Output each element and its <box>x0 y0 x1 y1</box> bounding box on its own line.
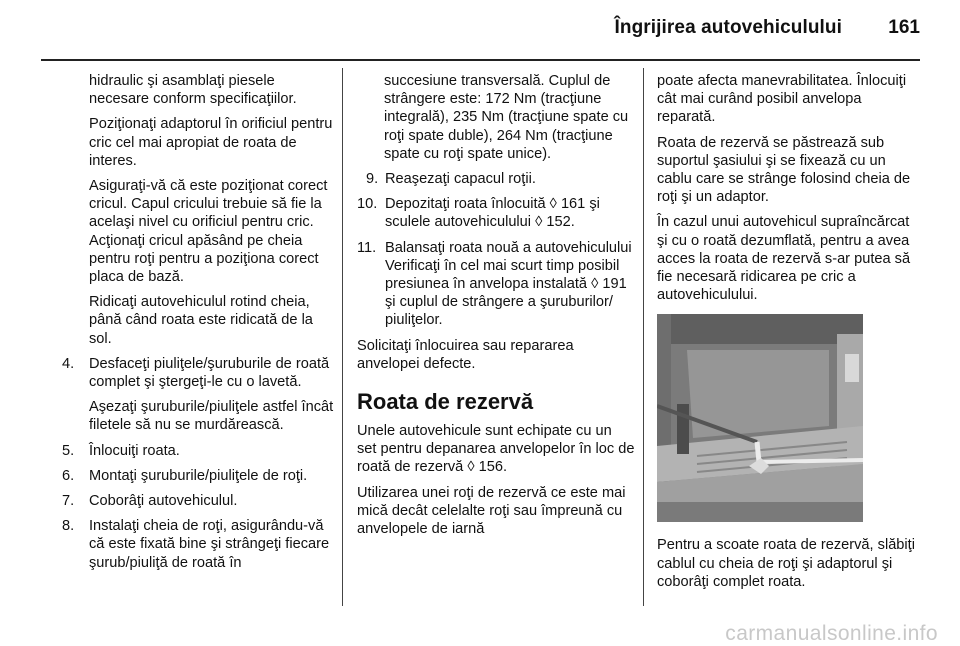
column-1 <box>62 72 334 579</box>
list-item <box>62 517 334 572</box>
paragraph: Roata de rezervă se păstrează sub suportul şasiului şi se fixează cu un cablu care se strânge folosind cheia de roţi şi un adaptor. <box>657 134 911 206</box>
paragraph: În cazul unui autovehicul supraîncărcat şi cu o roată dezumflată, pentru a avea acces la roata de rezervă s-ar putea să fie necesară ridicarea pe cric a autovehiculului. <box>657 214 911 304</box>
section-heading: Roata de rezervă <box>357 389 534 415</box>
list-item <box>357 195 635 231</box>
list-item <box>62 492 334 510</box>
column-2 <box>357 72 635 545</box>
spare-wheel-photo <box>657 314 863 522</box>
header-rule <box>41 59 920 61</box>
paragraph: Utilizarea unei roţi de rezervă ce este mai mică decât celelalte roţi sau împreună cu anvelopele de iarnă <box>357 484 626 538</box>
list-number: 7. <box>62 493 75 510</box>
list-item <box>62 355 334 391</box>
paragraph: Unele autovehicule sunt echipate cu un set pentru depanarea anvelopelor în loc de roată de rezervă ◊ 156. <box>357 423 635 476</box>
list-text: Coborâţi autovehiculul. <box>89 493 238 510</box>
column-3 <box>657 72 919 598</box>
paragraph: Ridicaţi autovehiculul rotind cheia, până când roata este ridicată de la sol. <box>89 294 313 347</box>
list-item <box>62 467 334 485</box>
list-number: 6. <box>62 467 75 484</box>
list-number: 9. <box>366 171 379 188</box>
list-text: Înlocuiţi roata. <box>89 442 180 459</box>
list-text: Balansaţi roata nouă a autovehiculului Verificaţi în cel mai scurt timp posibil presiunea în anvelopa instalată ◊ 191 şi cuplul de strângere a şuruburilor/ piuliţelor. <box>385 239 632 329</box>
list-text: Depozitaţi roata înlocuită ◊ 161 şi sculele autovehiculului ◊ 152. <box>385 196 600 231</box>
column-divider-left <box>342 68 343 606</box>
list-number: 5. <box>62 442 75 459</box>
list-text: Montaţi şuruburile/piuliţele de roţi. <box>89 467 308 484</box>
list-item <box>62 442 334 460</box>
list-number: 8. <box>62 518 75 535</box>
list-item <box>357 170 635 188</box>
paragraph: succesiune transversală. Cuplul de strângere este: 172 Nm (tracţiune integrală), 235 Nm (tracţiune spate cu roţi spate duble), 264 Nm (tracţiune spate cu roţi spate unice). <box>384 73 629 162</box>
list-number: 10. <box>357 196 378 213</box>
paragraph: hidraulic şi asamblaţi piesele necesare conform specificaţiilor. <box>89 73 297 108</box>
column-divider-right <box>643 68 644 606</box>
paragraph: Pentru a scoate roata de rezervă, slăbiţi cablul cu cheia de roţi şi adaptorul şi coborâţi complet roata. <box>657 537 915 590</box>
list-text: Reaşezaţi capacul roţii. <box>385 171 536 188</box>
paragraph: Aşezaţi şuruburile/piuliţele astfel încât filetele să nu se murdărească. <box>89 399 334 434</box>
page-number: 161 <box>888 17 920 38</box>
list-number: 11. <box>357 239 377 256</box>
paragraph: Poziţionaţi adaptorul în orificiul pentru cric cel mai apropiat de roata de interes. <box>89 116 333 169</box>
watermark: carmanualsonline.info <box>725 622 938 645</box>
list-number: 4. <box>62 355 75 372</box>
paragraph: Asiguraţi-vă că este poziţionat corect cricul. Capul cricului trebuie să fie la acelaşi nivel cu orificiul pentru cric. Acţionaţi cricul apăsând pe cheia pentru roţi pentru a poziţiona corect placa de bază. <box>89 178 328 286</box>
paragraph: poate afecta manevrabilitatea. Înlocuiţi cât mai curând posibil anvelopa reparată. <box>657 73 907 126</box>
list-text: Instalaţi cheia de roţi, asigurându-vă că este fixată bine şi strângeţi fiecare şurub/piuliţă de roată în <box>89 518 330 571</box>
paragraph: Solicitaţi înlocuirea sau repararea anvelopei defecte. <box>357 337 574 372</box>
list-text: Desfaceţi piuliţele/şuruburile de roată complet şi ştergeţi-le cu o lavetă. <box>89 355 330 391</box>
page-header-title: Îngrijirea autovehiculului <box>614 17 842 38</box>
list-item <box>357 239 635 330</box>
